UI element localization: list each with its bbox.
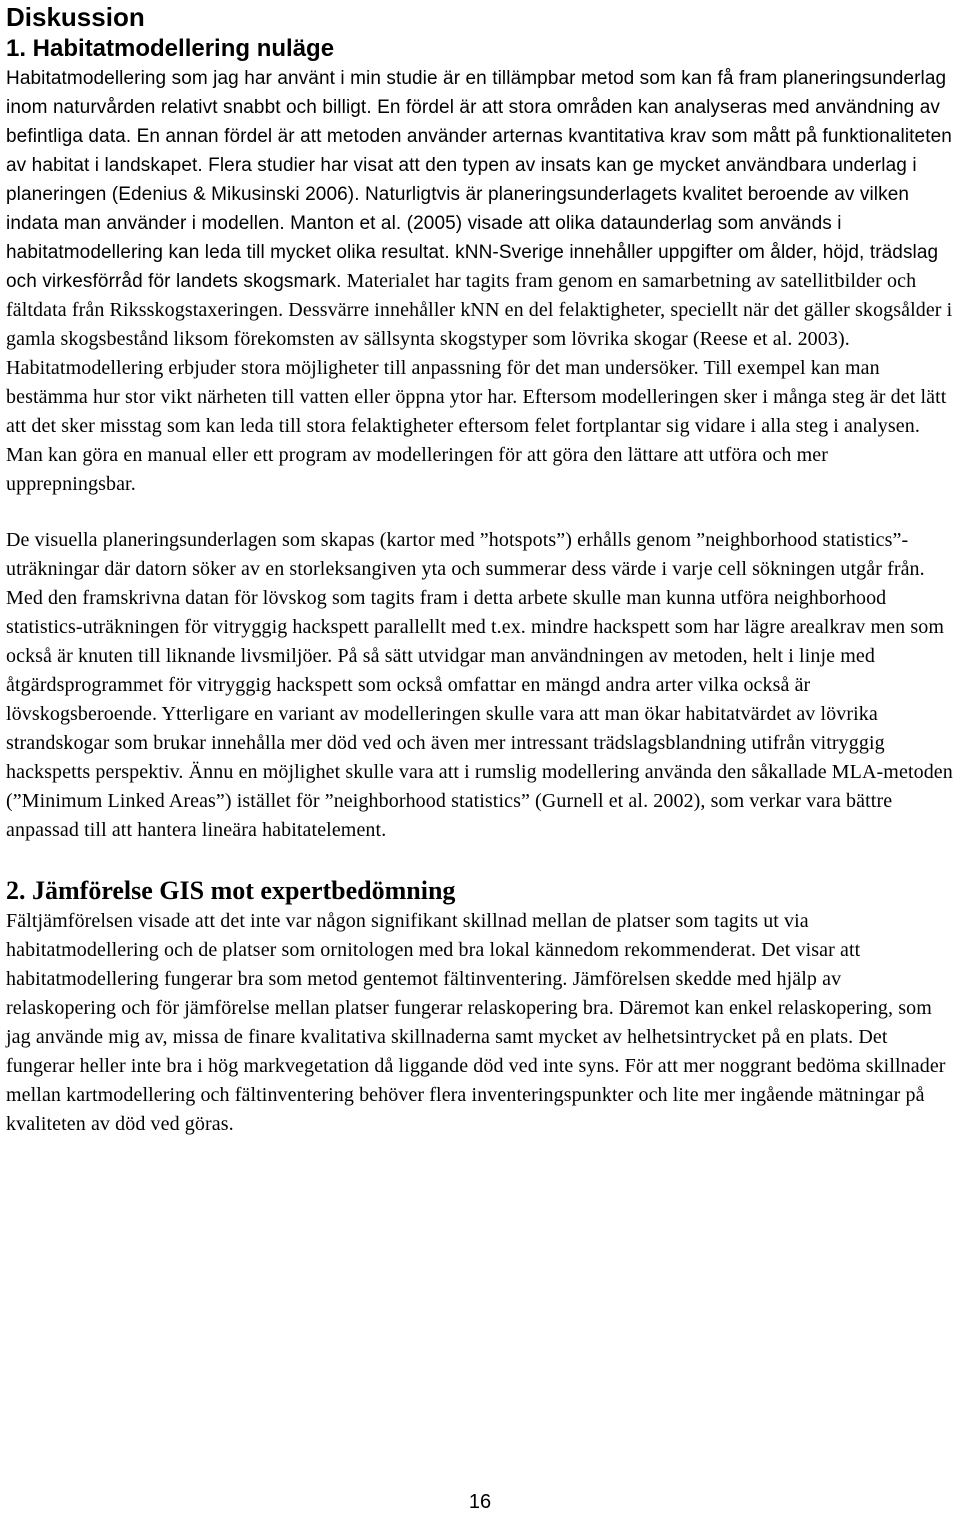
section-2-paragraph-1: Fältjämförelsen visade att det inte var någon signifikant skillnad mellan de platser som tagits ut via habitatmodellering och de platser som ornitologen med bra lokal kännedom rekommenderat. Det visar att habitatmodellering fungerar bra som metod gentemot fältinventering. Jämförelsen skedde med hjälp av relaskopering och för jämförelse mellan platser fungerar relaskopering bra. Däremot kan enkel relaskopering, som jag använde mig av, missa de finare kvalitativa skillnaderna samt mycket av helhetsintrycket på en plats. Det fungerar heller inte bra i hög markvegetation då liggande död ved inte syns. För att mer noggrant bedöma skillnader mellan kartmodellering och fältinventering behöver flera inventeringspunkter och lite mer ingående mätningar på kvaliteten av död ved göras. [6, 910, 946, 1135]
section-1-paragraph-2: De visuella planeringsunderlagen som skapas (kartor med ”hotspots”) erhålls genom ”neighborhood statistics”-uträkningar där datorn söker av en storleksangiven yta och summerar dess värde i varje cell sökningen utgår från. Med den framskrivna datan för lövskog som tagits fram i detta arbete skulle man kunna utföra neighborhood statistics-uträkningen för vitryggig hackspett parallellt med t.ex. mindre hackspett som har lägre arealkrav men som också är knuten till liknande livsmiljöer. På så sätt utvidgar man användningen av metoden, helt i linje med åtgärdsprogrammet för vitryggig hackspett som också omfattar en mängd andra arter vilka också är lövskogsberoende. Ytterligare en variant av modelleringen skulle vara att man ökar habitatvärdet av lövrika strandskogar som brukar innehålla mer död ved och även mer intressant trädslagsblandning utifrån vitryggig hackspetts perspektiv. Ännu en möjlighet skulle vara att i rumslig modellering använda den såkallade MLA-metoden (”Minimum Linked Areas”) istället för ”neighborhood statistics” (Gurnell et al. 2002), som verkar vara bättre anpassad till att hantera lineära habitatelement. [6, 529, 953, 841]
paragraph-1-serif-part: Materialet har tagits fram genom en samarbetning av satellitbilder och fältdata från Riksskogstaxeringen. Dessvärre innehåller kNN en del felaktigheter, speciellt när det gäller skogsålder i gamla skogsbestånd liksom förekomsten av sällsynta skogstyper som lövrika skogar (Reese et al. 2003). Habitatmodellering erbjuder stora möjligheter till anpassning för det man undersöker. Till exempel kan man bestämma hur stor vikt närheten till vatten eller öppna ytor har. Eftersom modelleringen sker i många steg är det lätt att det sker misstag som kan leda till stora felaktigheter eftersom felet fortplantar sig vidare i alla steg i analysen. Man kan göra en manual eller ett program av modelleringen för att göra den lättare att utföra och mer upprepningsbar. [6, 270, 953, 495]
document-page [6, 0, 956, 1139]
paragraph-1-sans-part: Habitatmodellering som jag har använt i min studie är en tillämpbar metod som kan få fram planeringsunderlag inom naturvården relativt snabbt och billigt. En fördel är att stora områden kan analyseras med användning av befintliga data. En annan fördel är att metoden använder arternas kvantitativa krav som mått på funktionaliteten av habitat i landskapet. Flera studier har visat att den typen av insats kan ge mycket användbara underlag i planeringen (Edenius & Mikusinski 2006). Naturligtvis är planeringsunderlagets kvalitet beroende av vilken indata man använder i modellen. Manton et al. (2005) visade att olika dataunderlag som används i habitatmodellering kan leda till mycket olika resultat. kNN-Sverige innehåller uppgifter om ålder, höjd, trädslag och virkesförråd för landets skogsmark. [6, 68, 952, 292]
section-2-heading: 2. Jämförelse GIS mot expertbedömning [6, 876, 456, 905]
chapter-title: Diskussion [6, 2, 145, 32]
page-number: 16 [468, 1491, 492, 1513]
section-1-paragraph-1 [6, 64, 956, 499]
section-1-heading: 1. Habitatmodellering nuläge [6, 35, 335, 62]
